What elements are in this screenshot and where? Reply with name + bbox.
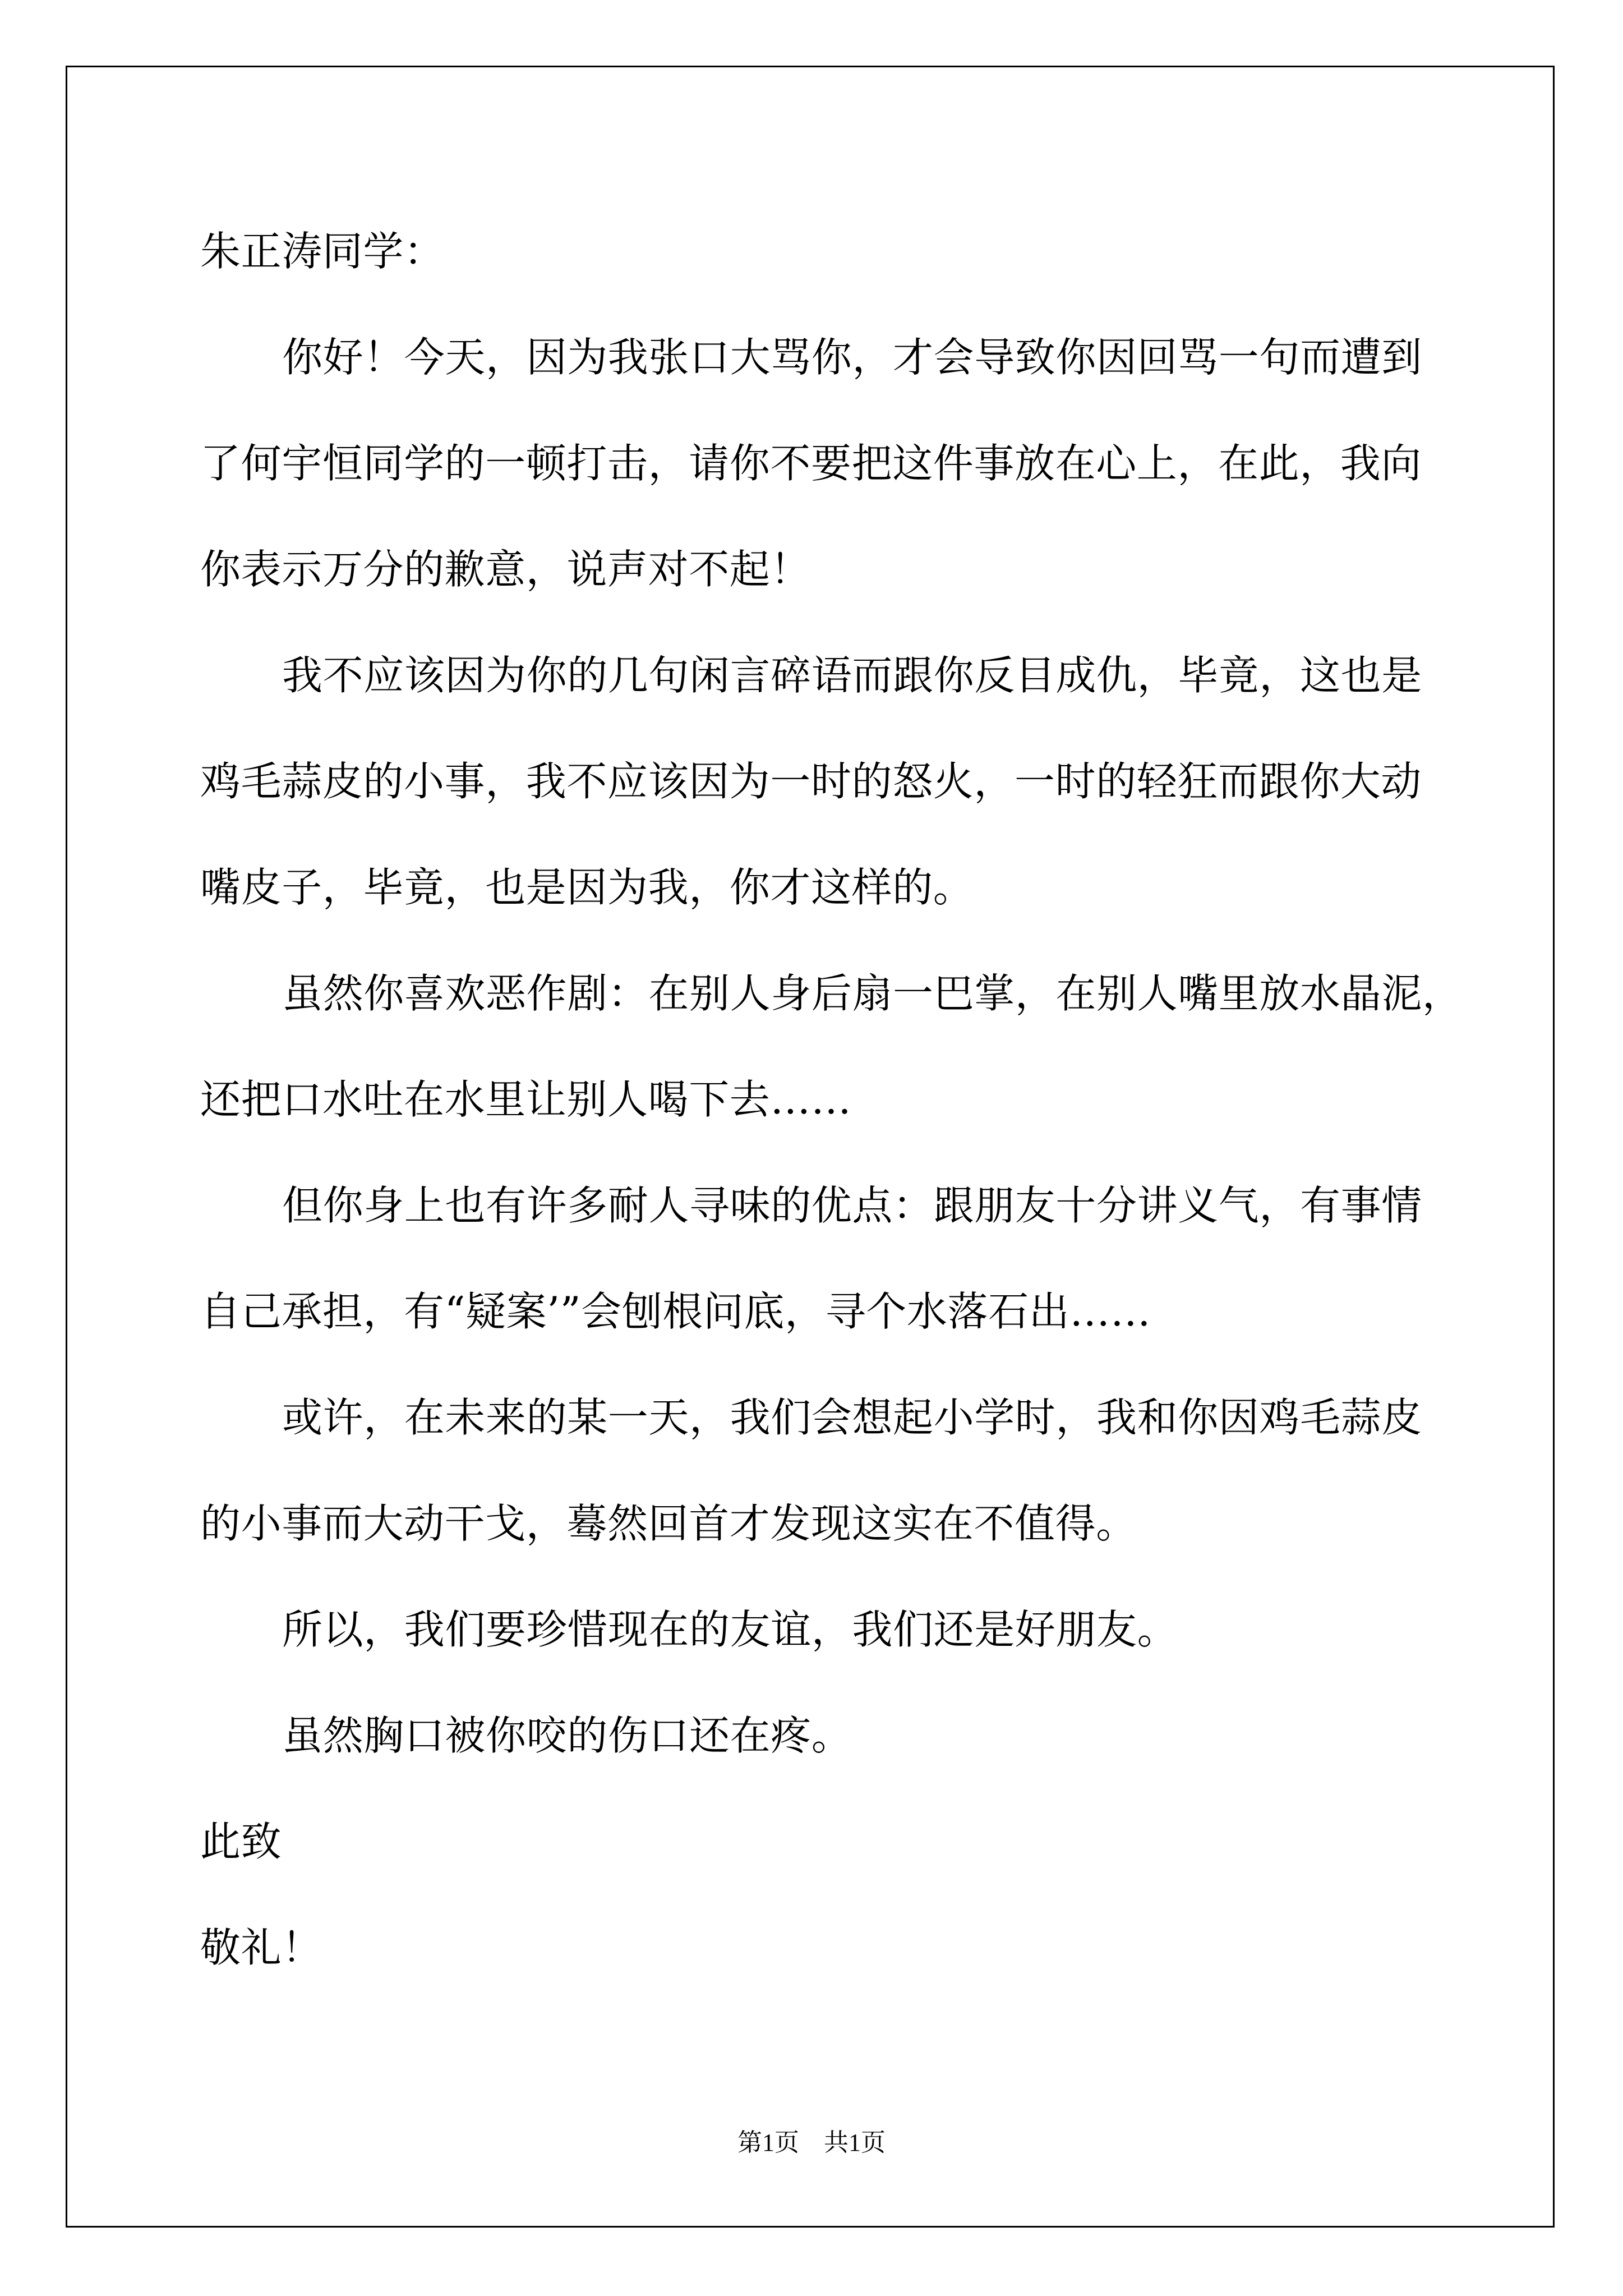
paragraph-line: 所以，我们要珍惜现在的友谊，我们还是好朋友。 — [282, 1606, 1178, 1653]
paragraph-line: 嘴皮子，毕竟，也是因为我，你才这样的。 — [200, 864, 974, 911]
paragraph-1 — [200, 305, 1535, 623]
paragraph-line: 自己承担，有“疑案’”会刨根问底，寻个水落石出…… — [200, 1288, 1151, 1335]
regards: 敬礼！ — [200, 1924, 322, 1971]
paragraph-line: 但你身上也有许多耐人寻味的优点：跟朋友十分讲义气，有事情 — [282, 1182, 1422, 1229]
paragraph-line: 你好！今天，因为我张口大骂你，才会导致你因回骂一句而遭到 — [282, 334, 1422, 381]
paragraph-line: 我不应该因为你的几句闲言碎语而跟你反目成仇，毕竟，这也是 — [282, 652, 1422, 699]
paragraph-3 — [200, 941, 1535, 1153]
paragraph-2 — [200, 623, 1535, 941]
page-number-footer: 第1页 共1页 — [737, 2129, 886, 2156]
paragraph-line: 还把口水吐在水里让别人喝下去…… — [200, 1076, 852, 1123]
paragraph-line: 或许，在未来的某一天，我们会想起小学时，我和你因鸡毛蒜皮 — [282, 1394, 1422, 1441]
paragraph-7 — [200, 1683, 1535, 1789]
salutation: 朱正涛同学： — [200, 228, 445, 275]
letter-body — [200, 199, 1535, 2001]
paragraph-line: 你表示万分的歉意，说声对不起！ — [200, 546, 811, 593]
paragraph-line: 了何宇恒同学的一顿打击，请你不要把这件事放在心上，在此，我向 — [200, 440, 1422, 487]
paragraph-line: 虽然胸口被你咬的伤口还在疼。 — [282, 1712, 852, 1759]
paragraph-line: 的小事而大动干戈，蓦然回首才发现这实在不值得。 — [200, 1500, 1137, 1547]
paragraph-line: 鸡毛蒜皮的小事，我不应该因为一时的怒火，一时的轻狂而跟你大动 — [200, 758, 1422, 805]
paragraph-5 — [200, 1365, 1535, 1577]
paragraph-4 — [200, 1153, 1535, 1365]
paragraph-line: 虽然你喜欢恶作剧：在别人身后扇一巴掌，在别人嘴里放水晶泥， — [282, 970, 1463, 1017]
paragraph-6 — [200, 1577, 1535, 1683]
closing: 此致 — [200, 1818, 282, 1865]
